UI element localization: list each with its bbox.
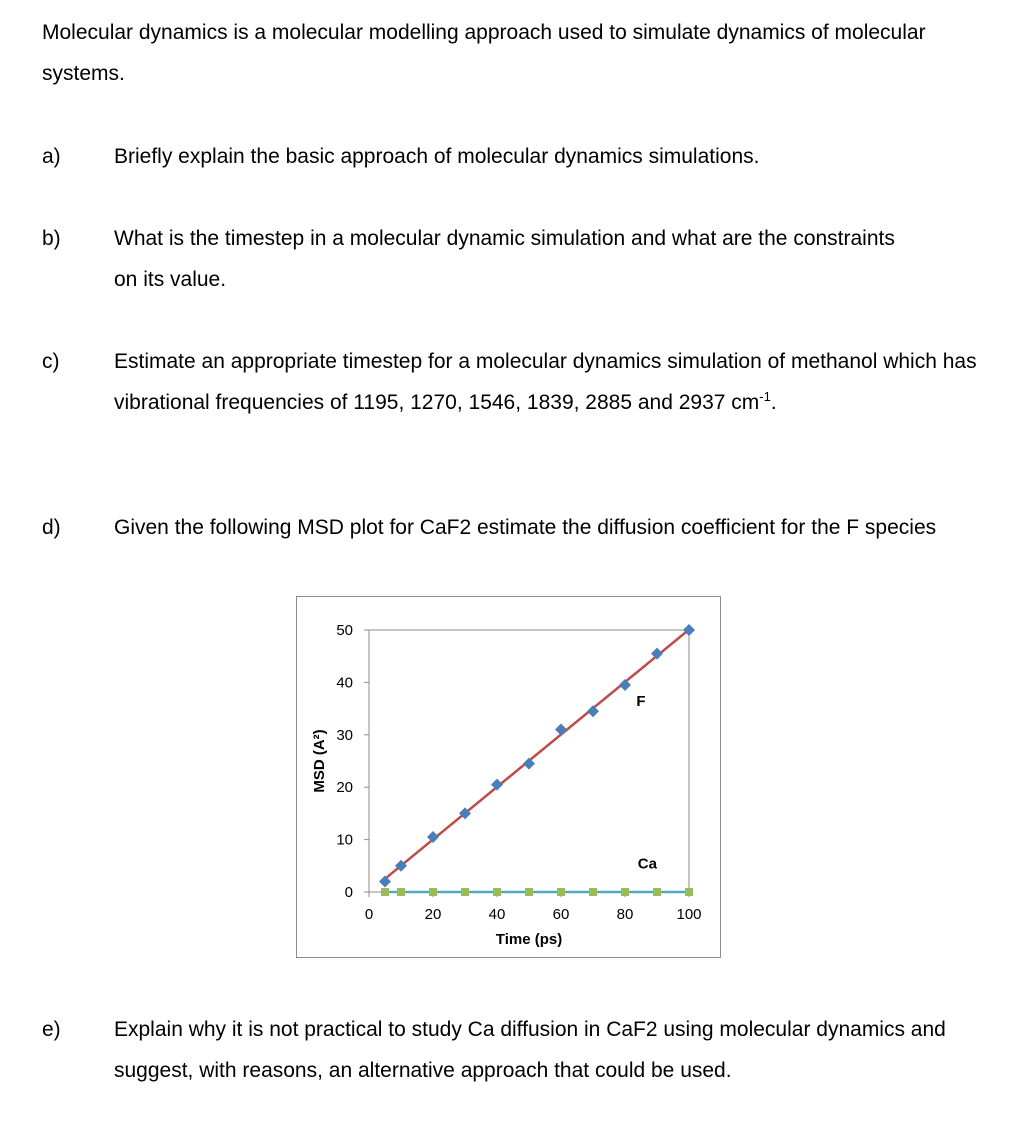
series-ca-point [589, 888, 597, 896]
y-tick-label: 0 [344, 884, 353, 901]
question-e-text: Explain why it is not practical to study Ca diffusion in CaF2 using molecular dynamics and suggest, with reasons, an alternative approach that could be used. [114, 1018, 946, 1082]
series-f-point [619, 679, 631, 691]
series-ca-point [685, 888, 693, 896]
series-ca-point [397, 888, 405, 896]
question-c-text [114, 341, 984, 423]
y-tick-label: 20 [336, 779, 353, 797]
y-tick-label: 10 [336, 831, 353, 849]
question-d-text: Given the following MSD plot for CaF2 estimate the diffusion coefficient for the F species [114, 516, 937, 539]
series-f-fit-line [385, 630, 689, 879]
question-a-label: a) [42, 145, 61, 168]
series-ca-point [621, 888, 629, 896]
y-axis-label: MSD (A²) [311, 729, 328, 793]
question-c-superscript: -1 [759, 389, 771, 404]
series-f-point [491, 779, 503, 791]
question-a-text: Briefly explain the basic approach of molecular dynamics simulations. [114, 145, 760, 168]
y-tick-label: 40 [336, 674, 353, 692]
question-e-label: e) [42, 1018, 61, 1041]
series-ca-point [493, 888, 501, 896]
question-b-label: b) [42, 227, 61, 250]
question-c-text-main: Estimate an appropriate timestep for a molecular dynamics simulation of methanol which has vibrational frequencies of 1195, 1270, 1546, 1839, 2885 and 2937 cm [114, 350, 977, 414]
y-tick-label: 50 [336, 622, 353, 639]
series-f-point [587, 705, 599, 717]
series-ca-annotation: Ca [637, 855, 657, 873]
msd-chart-svg [297, 597, 722, 959]
x-tick-label: 0 [364, 906, 374, 923]
msd-chart [296, 596, 721, 958]
x-tick-label: 60 [552, 906, 570, 923]
series-ca-point [429, 888, 437, 896]
x-tick-label: 100 [676, 906, 702, 923]
x-tick-label: 20 [424, 906, 442, 923]
series-ca-point [653, 888, 661, 896]
series-ca-point [381, 888, 389, 896]
y-tick-label: 30 [336, 726, 353, 744]
series-ca-point [461, 888, 469, 896]
series-f-point [555, 724, 567, 736]
series-f-point [523, 758, 535, 770]
series-ca-point [557, 888, 565, 896]
series-f-point [379, 876, 391, 888]
series-f-point [427, 831, 439, 843]
x-tick-label: 80 [616, 906, 634, 923]
x-tick-label: 40 [488, 906, 506, 923]
question-c-text-end: . [770, 391, 777, 414]
question-d-label: d) [42, 516, 61, 539]
intro-paragraph: Molecular dynamics is a molecular modelling approach used to simulate dynamics of molecular systems. [42, 21, 926, 85]
series-ca-point [525, 888, 533, 896]
series-f-annotation: F [636, 692, 646, 710]
question-c-label: c) [42, 350, 60, 373]
question-b-text: What is the timestep in a molecular dynamic simulation and what are the constraints on its value. [114, 227, 895, 291]
x-axis-label: Time (ps) [495, 931, 563, 948]
